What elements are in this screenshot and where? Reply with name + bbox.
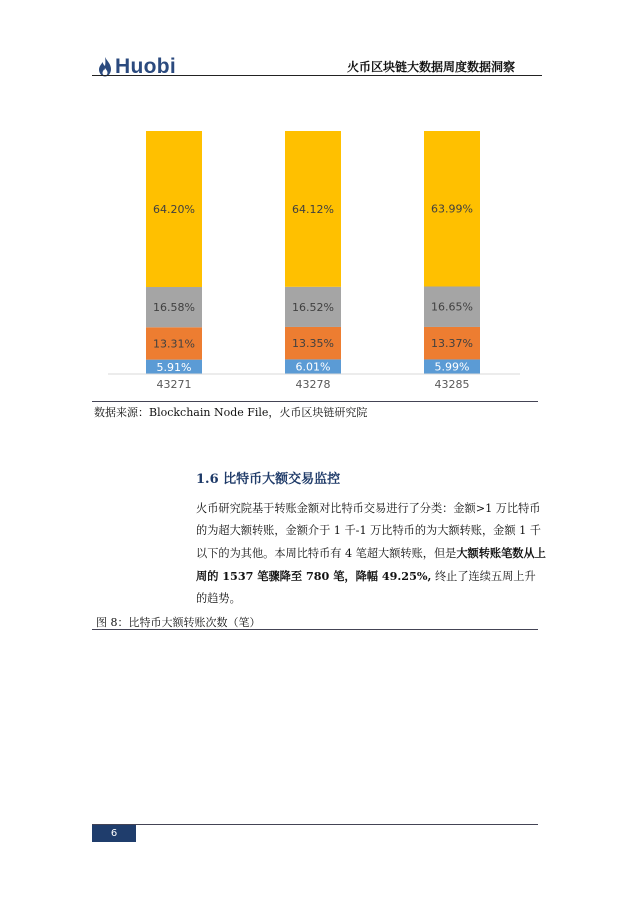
para-bold-text: 大额转账笔数从上周的 1537 笔骤降至 780 笔，降幅 49.25%,	[196, 546, 546, 583]
x-tick-label: 43271	[156, 378, 192, 391]
footer-divider	[92, 824, 538, 825]
section-title: 1.6 比特币大额交易监控	[196, 472, 341, 487]
huobi-logo	[98, 54, 176, 80]
data-label: 13.31%	[153, 337, 195, 351]
page-number: 6	[92, 825, 136, 842]
report-title: 火币区块链大数据周度数据洞察	[346, 60, 515, 74]
data-label: 6.01%	[295, 360, 331, 374]
x-tick-label: 43285	[434, 378, 470, 391]
data-label: 5.91%	[156, 360, 192, 374]
section-paragraph	[196, 498, 546, 610]
para-text: 火币研究院基于转账金额对比特币交易进行了分类：金额>1 万比特币的为超大额转账，金额介于 1 千-1 万比特币的为大额转账，金额 1 千以下的为其他。本周比特币有 4 笔超大额转账，但是	[196, 502, 541, 560]
data-label: 64.20%	[153, 203, 195, 217]
figure-divider	[92, 629, 538, 630]
source-divider	[92, 401, 538, 402]
data-label: 13.35%	[292, 337, 334, 351]
data-label: 5.99%	[434, 360, 470, 374]
source-note: 数据来源：Blockchain Node File，火币区块链研究院	[94, 406, 368, 419]
flame-icon	[98, 57, 112, 77]
data-label: 16.52%	[292, 300, 334, 314]
figure-title: 图 8：比特币大额转账次数（笔）	[96, 616, 261, 629]
data-label: 16.58%	[153, 301, 195, 315]
data-label: 16.65%	[431, 300, 473, 314]
para-tail-text: 终止了连续五周上升的趋势。	[196, 570, 536, 605]
logo-text: Huobi	[115, 55, 176, 78]
header-divider	[92, 75, 542, 76]
data-label: 63.99%	[431, 202, 473, 216]
data-label: 13.37%	[431, 337, 473, 351]
data-label: 64.12%	[292, 202, 334, 216]
x-tick-label: 43278	[295, 378, 331, 391]
stacked-bar-chart	[92, 100, 532, 398]
